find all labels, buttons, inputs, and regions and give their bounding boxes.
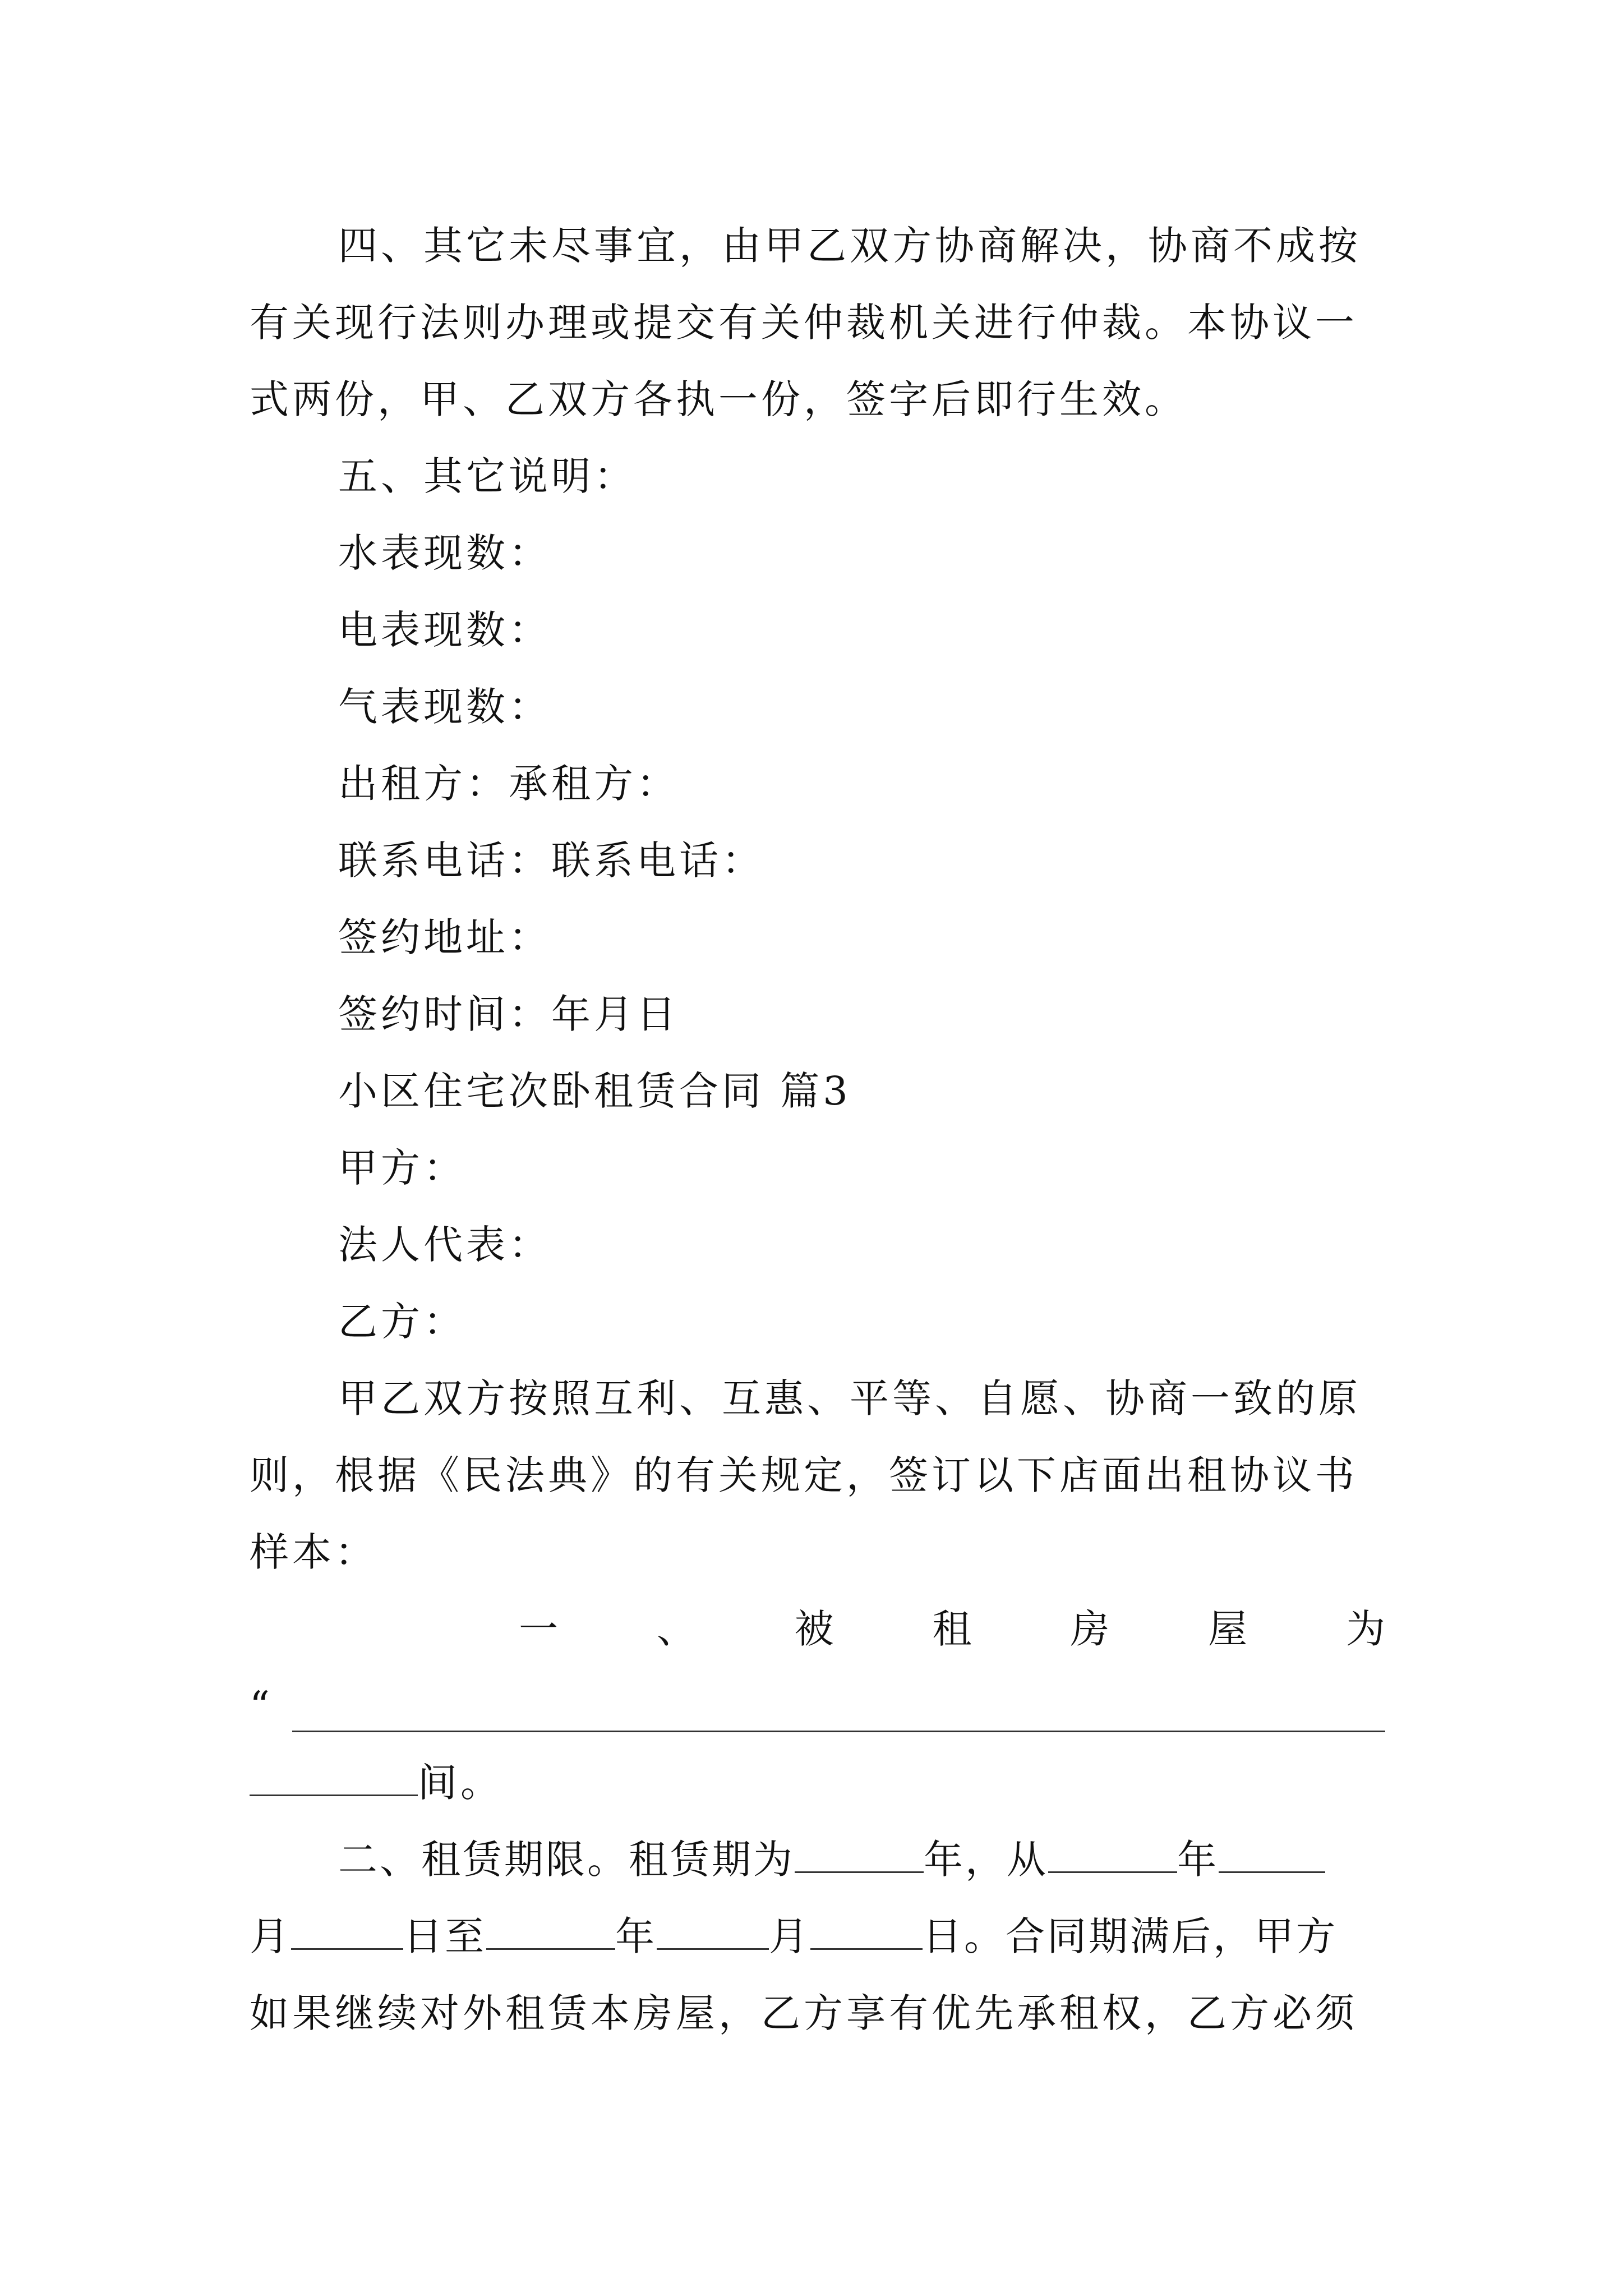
clause-2-year-end: 年: [615, 1913, 657, 1959]
intro-line-2: 则，根据《民法典》的有关规定，签订以下店面出租协议书: [250, 1452, 1358, 1498]
clause-2-prefix: 二、租赁期限。租赁期为: [338, 1837, 795, 1883]
clause-1-line-3: [250, 1745, 1385, 1821]
clause-2-month-end: 月: [769, 1913, 810, 1959]
clause-2-line-1: [250, 1821, 1385, 1898]
open-quote: “: [250, 1683, 270, 1729]
end-year-blank: [486, 1916, 615, 1950]
lease-years-blank: [795, 1839, 924, 1873]
sign-address-label: 签约地址：: [338, 914, 551, 960]
clause-1-char: 被: [794, 1606, 834, 1652]
water-meter-label: 水表现数：: [338, 530, 551, 576]
clause-1-char: 、: [656, 1606, 696, 1652]
clause-1-char: 屋: [1208, 1606, 1248, 1652]
party-b-label: 乙方：: [338, 1299, 466, 1345]
paragraph-4-line-1: 四、其它未尽事宜，由甲乙双方协商解决，协商不成按: [338, 223, 1361, 269]
paragraph-4-line-3: 式两份，甲、乙双方各执一份，签字后即行生效。: [250, 376, 1187, 422]
electric-meter-label: 电表现数：: [338, 607, 551, 653]
clause-2-tail: 日。合同期满后，甲方: [923, 1913, 1338, 1959]
section-5-heading: 五、其它说明：: [338, 453, 637, 499]
clause-1-end: 间。: [418, 1760, 503, 1806]
contract-3-title: 小区住宅次卧租赁合同 篇3: [338, 1068, 851, 1114]
intro-line-3: 样本：: [250, 1529, 377, 1575]
start-month-blank: [1219, 1839, 1325, 1873]
phones-label: 联系电话：联系电话：: [338, 838, 764, 884]
end-day-blank: [810, 1916, 923, 1950]
clause-1-char: 一: [519, 1606, 558, 1652]
clause-1-char: 租: [932, 1606, 972, 1652]
legal-rep-label: 法人代表：: [338, 1222, 551, 1268]
clause-2-line-3: 如果继续对外租赁本房屋，乙方享有优先承租权，乙方必须: [250, 1990, 1358, 2036]
gas-meter-label: 气表现数：: [338, 684, 551, 730]
start-day-blank: [291, 1916, 403, 1950]
clause-1-char: 房: [1070, 1606, 1110, 1652]
house-description-blank: [292, 1691, 1385, 1732]
end-month-blank: [657, 1916, 769, 1950]
intro-line-1: 甲乙双方按照互利、互惠、平等、自愿、协商一致的原: [338, 1375, 1361, 1421]
clause-1-char: 为: [1345, 1606, 1385, 1652]
document-body: [250, 208, 1385, 2052]
clause-2-year-from: 年，从: [924, 1837, 1048, 1883]
clause-2-month: 月: [250, 1913, 291, 1959]
paragraph-4-line-2: 有关现行法则办理或提交有关仲裁机关进行仲裁。本协议一: [250, 300, 1358, 346]
clause-1-line-2: [250, 1668, 1385, 1745]
clause-1-line-1: [250, 1591, 1385, 1668]
sign-time-label: 签约时间：年月日: [338, 991, 679, 1037]
room-count-blank: [250, 1762, 418, 1796]
party-a-label: 甲方：: [338, 1145, 466, 1191]
clause-2-year: 年: [1177, 1837, 1219, 1883]
parties-label: 出租方：承租方：: [338, 761, 679, 807]
start-year-blank: [1048, 1839, 1177, 1873]
clause-2-day-to: 日至: [403, 1913, 486, 1959]
clause-2-line-2: [250, 1898, 1385, 1975]
